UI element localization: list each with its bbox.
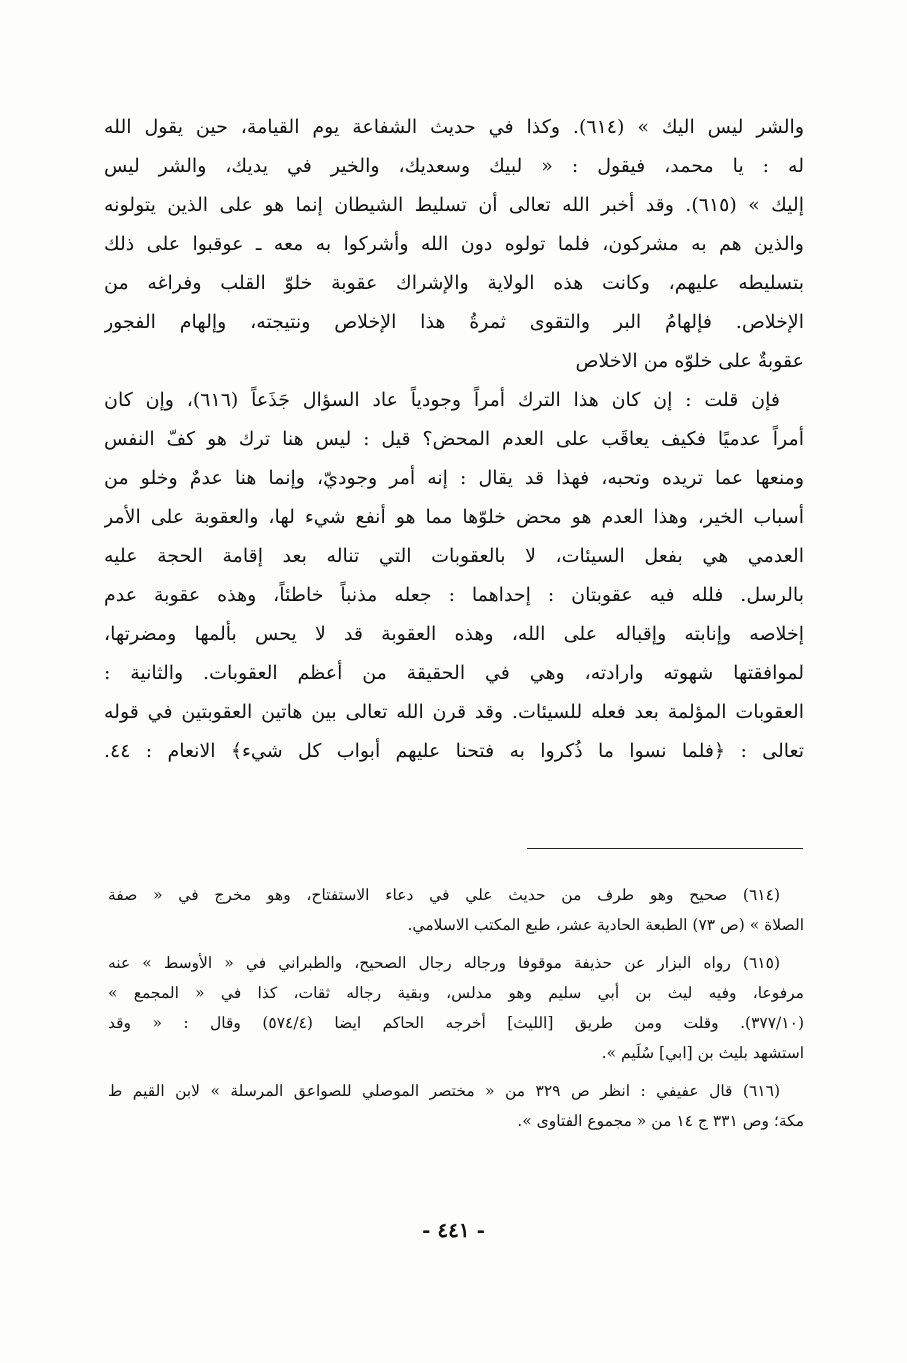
footnote-615 xyxy=(108,948,804,1068)
footnote-line: (٦١٥) رواه البزار عن حذيفة موقوفا ورجاله رجال الصحيح، والطبراني في « الأوسط » عنه xyxy=(108,954,780,972)
text-line: والذين هم به مشركون، فلما تولوه دون الله وأشركوا به معه ـ عوقبوا على ذلك xyxy=(104,233,804,255)
text-line: والشر ليس اليك » (٦١٤). وكذا في حديث الشفاعة يوم القيامة، حين يقول الله xyxy=(104,116,804,138)
main-text-block xyxy=(104,108,804,771)
text-line: أسباب الخير، وهذا العدم هو محض خلوّها مما هو أنفع شيء لها، والعقوبة على الأمر xyxy=(104,506,804,528)
text-line: إليك » (٦١٥). وقد أخبر الله تعالى أن تسليط الشيطان إنما هو على الذين يتولونه xyxy=(104,194,804,216)
footnote-line: (٦١٤) صحيح وهو طرف من حديث علي في دعاء الاستفتاح، وهو مخرج في « صفة xyxy=(108,886,780,904)
text-line: أمراً عدميًا فكيف يعاقَب على العدم المحض؟ قيل : ليس هنا ترك هو كفّ النفس xyxy=(104,428,804,450)
page-number: - ٤٤١ - xyxy=(422,1218,485,1242)
text-line: له : يا محمد، فيقول : « لبيك وسعديك، والخير في يديك، والشر ليس xyxy=(104,155,804,177)
footnotes-block xyxy=(108,880,804,1144)
text-line: فإن قلت : إن كان هذا الترك أمراً وجودياً عاد السؤال جَذَعاً (٦١٦)، وإن كان xyxy=(104,389,780,411)
text-line: عقوبةٌ على خلوّه من الاخلاص xyxy=(575,350,804,372)
text-line: بالرسل. فلله فيه عقوبتان : إحداهما : جعله مذنباً خاطئاً، وهذه عقوبة عدم xyxy=(104,584,804,606)
footnote-divider xyxy=(527,848,803,849)
footnote-line: مكة؛ وص ٣٣١ ج ١٤ من « مجموع الفتاوى ». xyxy=(517,1112,804,1130)
text-line: لموافقتها شهوته وارادته، وهي في الحقيقة من أعظم العقوبات. والثانية : xyxy=(104,662,804,684)
text-line: الإخلاص. فإلهامُ البر والتقوى ثمرةُ هذا الإخلاص ونتيجته، وإلهام الفجور xyxy=(104,311,804,333)
footnote-line: الصلاة » (ص ٧٣) الطبعة الحادية عشر، طبع المكتب الاسلامي. xyxy=(407,916,804,934)
text-line: بتسليطه عليهم، وكانت هذه الولاية والإشراك عقوبة خلوّ القلب وفراغه من xyxy=(104,272,804,294)
text-line: تعالى : ﴿فلما نسوا ما ذُكروا به فتحنا عليهم أبواب كل شيء﴾ الانعام : ٤٤. xyxy=(104,740,804,762)
footnote-614 xyxy=(108,880,804,940)
footnote-line: مرفوعا، وفيه ليث بن أبي سليم وهو مدلس، وبقية رجاله ثقات، كذا في « المجمع » xyxy=(108,984,804,1002)
text-line: إخلاصه وإنابته وإقباله على الله، وهذه العقوبة قد لا يحس بألمها ومضرتها، xyxy=(104,623,804,645)
text-line: العدمي هي بفعل السيئات، لا بالعقوبات التي تناله بعد إقامة الحجة عليه xyxy=(104,545,804,567)
footnote-616 xyxy=(108,1076,804,1136)
footnote-line: استشهد بليث بن [ابي] سُلَيم ». xyxy=(601,1044,804,1062)
footnote-line: (٦١٦) قال عفيفي : انظر ص ٣٢٩ من « مختصر الموصلي للصواعق المرسلة » لابن القيم ط xyxy=(108,1082,780,1100)
footnote-line: (٣٧٧/١٠). وقلت ومن طريق [الليث] أخرجه الحاكم ايضا (٥٧٤/٤) وقال : « وقد xyxy=(108,1014,804,1032)
text-line: ومنعها عما تريده وتحبه، فهذا قد يقال : إنه أمر وجوديّ، وإنما هنا عدمٌ وخلو من xyxy=(104,467,804,489)
text-line: العقوبات المؤلمة بعد فعله للسيئات. وقد قرن الله تعالى بين هاتين العقوبتين في قوله xyxy=(104,701,804,723)
